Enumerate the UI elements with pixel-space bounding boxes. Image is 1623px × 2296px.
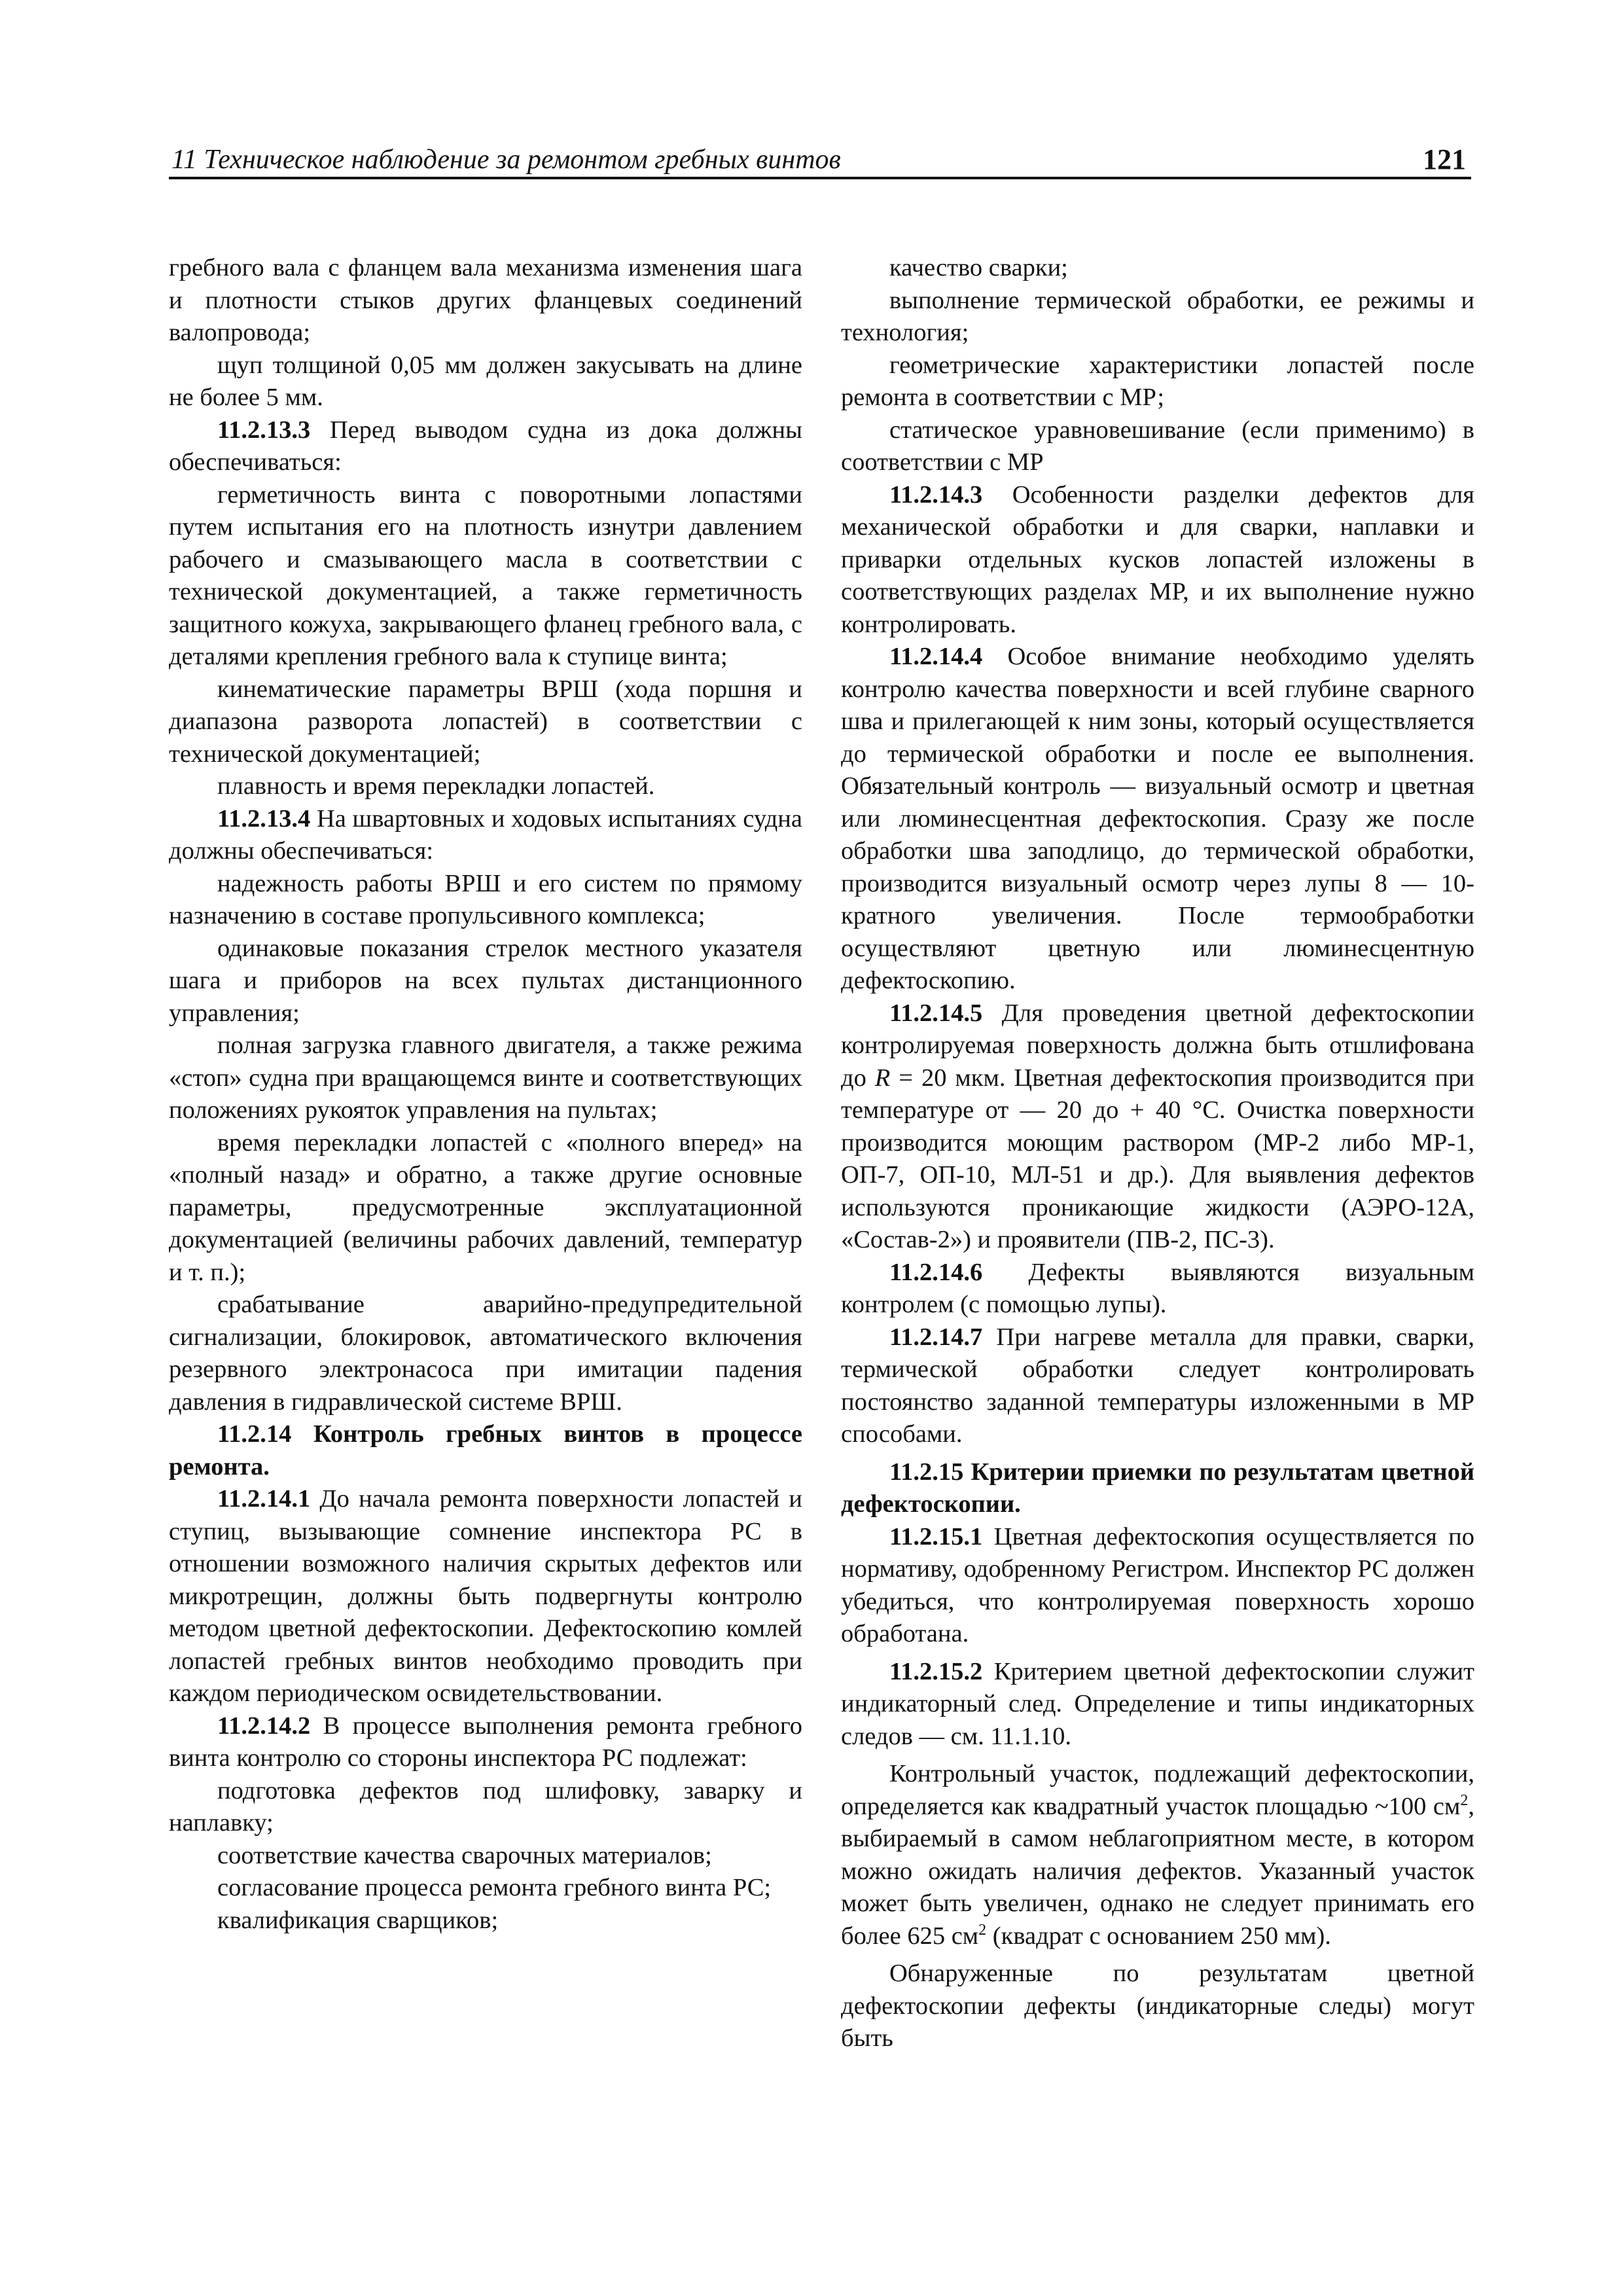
paragraph [841,252,1474,285]
section-number: 11.2.13.3 [217,416,311,444]
left-column [169,252,802,1937]
paragraph-text: Особое внимание необходимо уделять контролю качества поверхности и всей глубине сварного шва и прилегающей к ним зоны, который осуществляется до термической обработки и после ее выполнения. Обязательный контроль — визуальный осмотр и цветная или люминесцентная дефектоскопия. Сразу же после обработки шва заподлицо, до термической обработки, производится визуальный осмотр через лупы 8 — 10-кратного увеличения. После термообработки осуществляют цветную или люминесцентную дефектоскопию. [841,643,1474,994]
paragraph-text: Для проведения цветной дефектоскопии контролируемая поверхность должна быть отшлифована до [841,999,1474,1092]
paragraph-text: щуп толщиной 0,05 мм должен закусывать на длине не более 5 мм. [169,351,802,411]
section-paragraph [841,1521,1474,1651]
section-paragraph [169,414,802,479]
section-number: 11.2.15.2 [889,1657,983,1685]
paragraph [841,285,1474,350]
paragraph [169,1289,802,1418]
paragraph-text: гребного вала с фланцем вала механизма изменения шага и плотности стыков других фланцевых соединений валопровода; [169,254,802,346]
section-paragraph [841,1656,1474,1753]
superscript: 2 [978,1921,987,1939]
paragraph-text: Перед выводом судна из дока должны обеспечиваться: [169,416,802,476]
section-heading-text: 11.2.15 Критерии приемки по результатам цветной дефектоскопии. [841,1458,1474,1518]
paragraph-text: (квадрат с основанием 250 мм). [986,1922,1331,1950]
section-number: 11.2.14.1 [217,1485,311,1513]
paragraph [169,1030,802,1127]
paragraph [169,770,802,803]
header-rule [169,177,1471,179]
paragraph-text: квалификация сварщиков; [217,1906,499,1934]
section-paragraph [169,1710,802,1775]
paragraph-text: При нагреве металла для правки, сварки, термической обработки следует контролировать постоянство заданной температуры изложенными в МР способами. [841,1323,1474,1448]
paragraph [169,1127,802,1289]
paragraph-text: = 20 мкм. Цветная дефектоскопия производится при температуре от — 20 до + 40 °С. Очистка поверхности производится моющим раствором (МР-2 либо МР-1, ОП-7, ОП-10, МЛ-51 и др.). Для выявления дефектов используются проникающие жидкости (АЭРО-12А, «Состав-2») и проявители (ПВ-2, ПС-3). [841,1064,1474,1253]
paragraph-text: полная загрузка главного двигателя, а также режима «стоп» судна при вращающемся винте и соответствующих положениях рукояток управления на пультах; [169,1031,802,1124]
section-number: 11.2.13.4 [217,804,311,833]
section-number: 11.2.14.6 [889,1258,983,1286]
section-heading [169,1418,802,1483]
paragraph-text: В процессе выполнения ремонта гребного винта контролю со стороны инспектора РС подлежат: [169,1712,802,1772]
paragraph-text: Особенности разделки дефектов для механической обработки и для сварки, наплавки и приварки отдельных кусков лопастей изложены в соответствующих разделах МР, и их выполнение нужно контролировать. [841,480,1474,638]
paragraph-text: , выбираемый в самом неблагоприятном месте, в котором можно ожидать наличия дефектов. Указанный участок может быть увеличен, однако не следует принимать его более 625 см [841,1792,1474,1950]
section-number: 11.2.15.1 [889,1522,983,1551]
section-paragraph [841,1321,1474,1451]
paragraph-text: геометрические характеристики лопастей после ремонта в соответствии с МР; [841,351,1474,411]
paragraph-text: срабатывание аварийно-предупредительной сигнализации, блокировок, автоматического включения резервного электронасоса при имитации падения давления в гидравлической системе ВРШ. [169,1291,802,1416]
section-paragraph [169,803,802,868]
right-column [841,252,1474,2055]
section-heading-text: 11.2.14 Контроль гребных винтов в процессе ремонта. [169,1420,802,1480]
page-header [169,137,1471,183]
paragraph-text: Дефекты выявляются визуальным контролем (с помощью лупы). [841,1258,1474,1318]
section-number: 11.2.14.3 [889,480,983,509]
page-number: 121 [1423,143,1466,175]
paragraph [841,414,1474,479]
section-number: 11.2.14.5 [889,999,983,1027]
section-number: 11.2.14.4 [889,643,983,670]
paragraph-text: Контрольный участок, подлежащий дефектоскопии, определяется как квадратный участок площадью ~100 см [841,1760,1474,1820]
paragraph-text: надежность работы ВРШ и его систем по прямому назначению в составе пропульсивного комплекса; [169,869,802,929]
paragraph [169,252,802,350]
paragraph [169,673,802,771]
paragraph [169,1872,802,1905]
paragraph-text: На швартовных и ходовых испытаниях судна должны обеспечиваться: [169,804,802,865]
paragraph [841,1758,1474,1952]
paragraph-text: качество сварки; [889,254,1068,281]
paragraph-text: Цветная дефектоскопия осуществляется по нормативу, одобренному Регистром. Инспектор РС должен убедиться, что контролируемая поверхность хорошо обработана. [841,1522,1475,1647]
paragraph-text: До начала ремонта поверхности лопастей и ступиц, вызывающие сомнение инспектора РС в отношении возможного наличия скрытых дефектов или микротрещин, должны быть подвергнуты контролю методом цветной дефектоскопии. Дефектоскопию комлей лопастей гребных винтов необходимо проводить при каждом периодическом освидетельствовании. [169,1485,802,1707]
section-paragraph [841,997,1474,1257]
paragraph-text: кинематические параметры ВРШ (хода поршня и диапазона разворота лопастей) в соответствии с технической документацией; [169,675,802,768]
paragraph-text: герметичность винта с поворотными лопастями путем испытания его на плотность изнутри давлением рабочего и смазывающего масла в соответствии с технической документацией, а также герметичность защитного кожуха, закрывающего фланец гребного вала, с деталями крепления гребного вала к ступице винта; [169,480,802,670]
section-heading [841,1456,1474,1521]
paragraph [841,350,1474,414]
paragraph-text: выполнение термической обработки, ее режимы и технология; [841,286,1474,346]
roughness-variable: R [874,1064,891,1092]
paragraph [169,1905,802,1937]
paragraph-text: Критерием цветной дефектоскопии служит индикаторный след. Определение и типы индикаторных следов — см. 11.1.10. [841,1657,1474,1750]
superscript: 2 [1460,1791,1469,1809]
paragraph-text: время перекладки лопастей с «полного вперед» на «полный назад» и обратно, а также другие основные параметры, предусмотренные эксплуатационной документацией (величины рабочих давлений, температур и т. п.); [169,1128,802,1286]
paragraph [841,1958,1474,2055]
section-paragraph [841,1257,1474,1321]
section-paragraph [841,641,1474,997]
section-number: 11.2.14.2 [217,1712,311,1740]
paragraph-text: соответствие качества сварочных материалов; [217,1841,712,1869]
section-paragraph [169,1483,802,1710]
paragraph [169,1840,802,1873]
paragraph [169,933,802,1030]
paragraph-text: статическое уравновешивание (если применимо) в соответствии с МР [841,416,1474,476]
paragraph-text: Обнаруженные по результатам цветной дефектоскопии дефекты (индикаторные следы) могут быть [841,1960,1474,2052]
paragraph [169,868,802,933]
paragraph-text: подготовка дефектов под шлифовку, заварку и наплавку; [169,1776,802,1837]
paragraph-text: плавность и время перекладки лопастей. [217,772,655,800]
section-paragraph [841,479,1474,641]
paragraph-text: одинаковые показания стрелок местного указателя шага и приборов на всех пультах дистанционного управления; [169,934,802,1027]
paragraph [169,350,802,414]
paragraph [169,479,802,673]
paragraph [169,1775,802,1840]
running-title: 11 Техническое наблюдение за ремонтом гребных винтов [171,145,841,175]
section-number: 11.2.14.7 [889,1323,983,1351]
paragraph-text: согласование процесса ремонта гребного винта РС; [217,1874,772,1901]
